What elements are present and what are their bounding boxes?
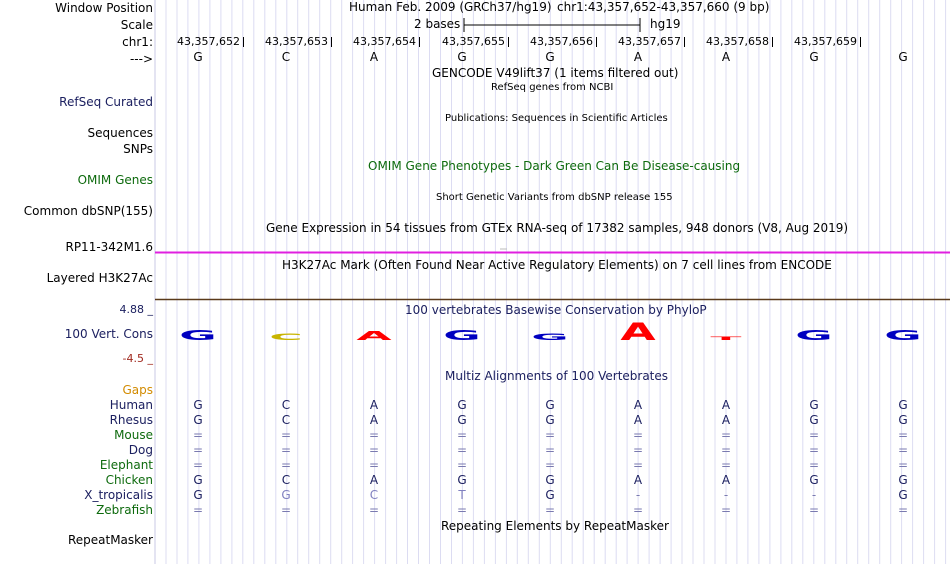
alignment-base: G: [193, 413, 203, 427]
conservation-letter: A: [620, 320, 656, 346]
alignment-base: =: [280, 503, 292, 517]
alignment-base: =: [456, 458, 468, 472]
conservation-letter: G: [884, 327, 922, 344]
alignment-base: A: [369, 473, 379, 487]
alignment-base: A: [633, 398, 643, 412]
alignment-base: =: [897, 458, 909, 472]
ruler-tick: [243, 37, 244, 47]
assembly-title: Human Feb. 2009 (GRCh37/hg19): [349, 0, 552, 14]
alignment-base: -: [723, 488, 729, 502]
window-position-text: chr1:43,357,652-43,357,660 (9 bp): [557, 0, 770, 14]
conservation-letter: C: [269, 332, 303, 343]
label-layered-h3k27ac[interactable]: Layered H3K27Ac: [46, 271, 153, 285]
alignment-base: =: [632, 458, 644, 472]
species-label[interactable]: Elephant: [99, 458, 153, 472]
alignment-base: =: [368, 458, 380, 472]
ruler-tick: [772, 37, 773, 47]
alignment-base: =: [280, 443, 292, 457]
label-cons-min: -4.5 _: [122, 352, 153, 365]
ruler-tick: [596, 37, 597, 47]
label-100-vert-cons[interactable]: 100 Vert. Cons: [64, 327, 153, 341]
ruler-position-label: 43,357,657: [618, 35, 681, 48]
species-label[interactable]: X_tropicalis: [84, 488, 153, 502]
phylop-conservation-logo[interactable]: [155, 320, 950, 350]
reference-base: G: [545, 50, 555, 64]
label-omim-genes[interactable]: OMIM Genes: [77, 173, 153, 187]
track-title-repeatmasker[interactable]: Repeating Elements by RepeatMasker: [441, 519, 669, 533]
alignment-base: =: [544, 428, 556, 442]
species-label[interactable]: Human: [109, 398, 153, 412]
track-title-gtex[interactable]: Gene Expression in 54 tissues from GTEx RNA-seq of 17382 samples, 948 donors (V8, Aug 2019): [266, 221, 849, 235]
alignment-base: G: [545, 398, 555, 412]
alignment-base: =: [632, 428, 644, 442]
label-scale: Scale: [120, 18, 153, 32]
alignment-base: -: [811, 488, 817, 502]
track-title-dbsnp[interactable]: Short Genetic Variants from dbSNP release 155: [436, 192, 673, 203]
scale-bar-db: hg19: [650, 17, 681, 31]
reference-base: A: [721, 50, 731, 64]
alignment-base: G: [193, 488, 203, 502]
label-sequences[interactable]: Sequences: [87, 126, 153, 140]
ruler-position-label: 43,357,656: [530, 35, 593, 48]
ruler-tick: [684, 37, 685, 47]
alignment-base: =: [808, 503, 820, 517]
alignment-base: =: [808, 428, 820, 442]
alignment-base: A: [369, 413, 379, 427]
label-gaps[interactable]: Gaps: [122, 383, 153, 397]
conservation-letter: A: [356, 328, 392, 343]
alignment-base: A: [721, 398, 731, 412]
scale-bar-label: 2 bases: [414, 17, 461, 31]
alignment-base: G: [809, 398, 819, 412]
alignment-base: G: [898, 473, 908, 487]
alignment-base: =: [720, 458, 732, 472]
conservation-letter: G: [179, 327, 217, 344]
ruler-position-label: 43,357,654: [353, 35, 416, 48]
reference-base: G: [809, 50, 819, 64]
track-title-omim[interactable]: OMIM Gene Phenotypes - Dark Green Can Be Disease-causing: [368, 159, 741, 173]
track-title-refseq[interactable]: RefSeq genes from NCBI: [491, 82, 614, 93]
track-title-h3k27ac[interactable]: H3K27Ac Mark (Often Found Near Active Regulatory Elements) on 7 cell lines from ENCODE: [282, 258, 832, 272]
alignment-base: C: [281, 473, 291, 487]
conservation-letter: G: [795, 327, 833, 344]
alignment-base: C: [281, 398, 291, 412]
track-title-publications[interactable]: Publications: Sequences in Scientific Articles: [445, 113, 668, 124]
track-title-phylop[interactable]: 100 vertebrates Basewise Conservation by PhyloP: [405, 303, 707, 317]
alignment-base: G: [809, 413, 819, 427]
ruler-position-label: 43,357,659: [794, 35, 857, 48]
label-cons-max: 4.88 _: [119, 303, 153, 316]
ruler-tick: [860, 37, 861, 47]
alignment-base: G: [898, 398, 908, 412]
reference-base: G: [193, 50, 203, 64]
conservation-letter: G: [443, 327, 481, 344]
alignment-base: =: [456, 428, 468, 442]
alignment-base: =: [897, 443, 909, 457]
species-label[interactable]: Mouse: [114, 428, 153, 442]
alignment-base: -: [635, 488, 641, 502]
track-title-multiz[interactable]: Multiz Alignments of 100 Vertebrates: [445, 369, 669, 383]
alignment-base: =: [808, 443, 820, 457]
alignment-base: G: [457, 398, 467, 412]
alignment-base: A: [721, 473, 731, 487]
label-common-dbsnp[interactable]: Common dbSNP(155): [23, 204, 153, 218]
alignment-base: T: [458, 488, 466, 502]
ruler-position-label: 43,357,658: [706, 35, 769, 48]
alignment-base: =: [808, 458, 820, 472]
alignment-base: =: [544, 443, 556, 457]
alignment-base: C: [369, 488, 379, 502]
label-window-position: Window Position: [55, 1, 153, 15]
ruler-tick: [419, 37, 420, 47]
alignment-base: G: [898, 488, 908, 502]
label-refseq-curated[interactable]: RefSeq Curated: [59, 95, 153, 109]
alignment-base: =: [456, 443, 468, 457]
alignment-base: G: [281, 488, 291, 502]
alignment-base: G: [193, 398, 203, 412]
species-label[interactable]: Rhesus: [109, 413, 153, 427]
label-rp11-gene[interactable]: RP11-342M1.6: [65, 240, 153, 254]
alignment-base: =: [544, 503, 556, 517]
alignment-base: =: [280, 428, 292, 442]
ruler-position-label: 43,357,653: [265, 35, 328, 48]
alignment-base: G: [193, 473, 203, 487]
alignment-base: G: [457, 473, 467, 487]
alignment-base: G: [545, 488, 555, 502]
alignment-base: A: [369, 398, 379, 412]
reference-base: A: [633, 50, 643, 64]
alignment-base: =: [192, 458, 204, 472]
label-strand-arrow[interactable]: --->: [129, 52, 153, 66]
alignment-base: C: [281, 413, 291, 427]
alignment-base: G: [809, 473, 819, 487]
alignment-base: =: [280, 458, 292, 472]
alignment-base: =: [192, 503, 204, 517]
conservation-letter: T: [710, 335, 742, 342]
alignment-base: G: [898, 413, 908, 427]
species-label[interactable]: Dog: [128, 443, 153, 457]
species-label[interactable]: Zebrafish: [96, 503, 153, 517]
alignment-base: =: [368, 443, 380, 457]
reference-base: A: [369, 50, 379, 64]
species-label[interactable]: Chicken: [105, 473, 153, 487]
alignment-base: A: [633, 413, 643, 427]
conservation-letter: G: [531, 332, 569, 343]
alignment-base: =: [544, 458, 556, 472]
alignment-base: =: [720, 503, 732, 517]
ruler-position-label: 43,357,652: [177, 35, 240, 48]
alignment-base: =: [368, 503, 380, 517]
alignment-base: =: [897, 503, 909, 517]
gtex-expression-bar[interactable]: [155, 246, 950, 256]
alignment-base: G: [457, 413, 467, 427]
alignment-base: =: [720, 428, 732, 442]
alignment-base: G: [545, 413, 555, 427]
ruler-position-label: 43,357,655: [442, 35, 505, 48]
scale-bar: [462, 16, 644, 34]
alignment-base: A: [721, 413, 731, 427]
reference-base: G: [898, 50, 908, 64]
alignment-base: =: [192, 443, 204, 457]
ruler-tick: [331, 37, 332, 47]
track-title-gencode[interactable]: GENCODE V49lift37 (1 items filtered out): [432, 66, 679, 80]
label-chr: chr1:: [122, 35, 153, 49]
alignment-base: =: [632, 443, 644, 457]
label-repeatmasker[interactable]: RepeatMasker: [67, 533, 153, 547]
alignment-base: =: [368, 428, 380, 442]
label-snps[interactable]: SNPs: [123, 142, 153, 156]
alignment-base: =: [897, 428, 909, 442]
alignment-base: G: [545, 473, 555, 487]
ruler-tick: [508, 37, 509, 47]
alignment-base: =: [720, 443, 732, 457]
alignment-base: =: [632, 503, 644, 517]
reference-base: C: [281, 50, 291, 64]
alignment-base: A: [633, 473, 643, 487]
alignment-base: =: [456, 503, 468, 517]
alignment-base: =: [192, 428, 204, 442]
reference-base: G: [457, 50, 467, 64]
